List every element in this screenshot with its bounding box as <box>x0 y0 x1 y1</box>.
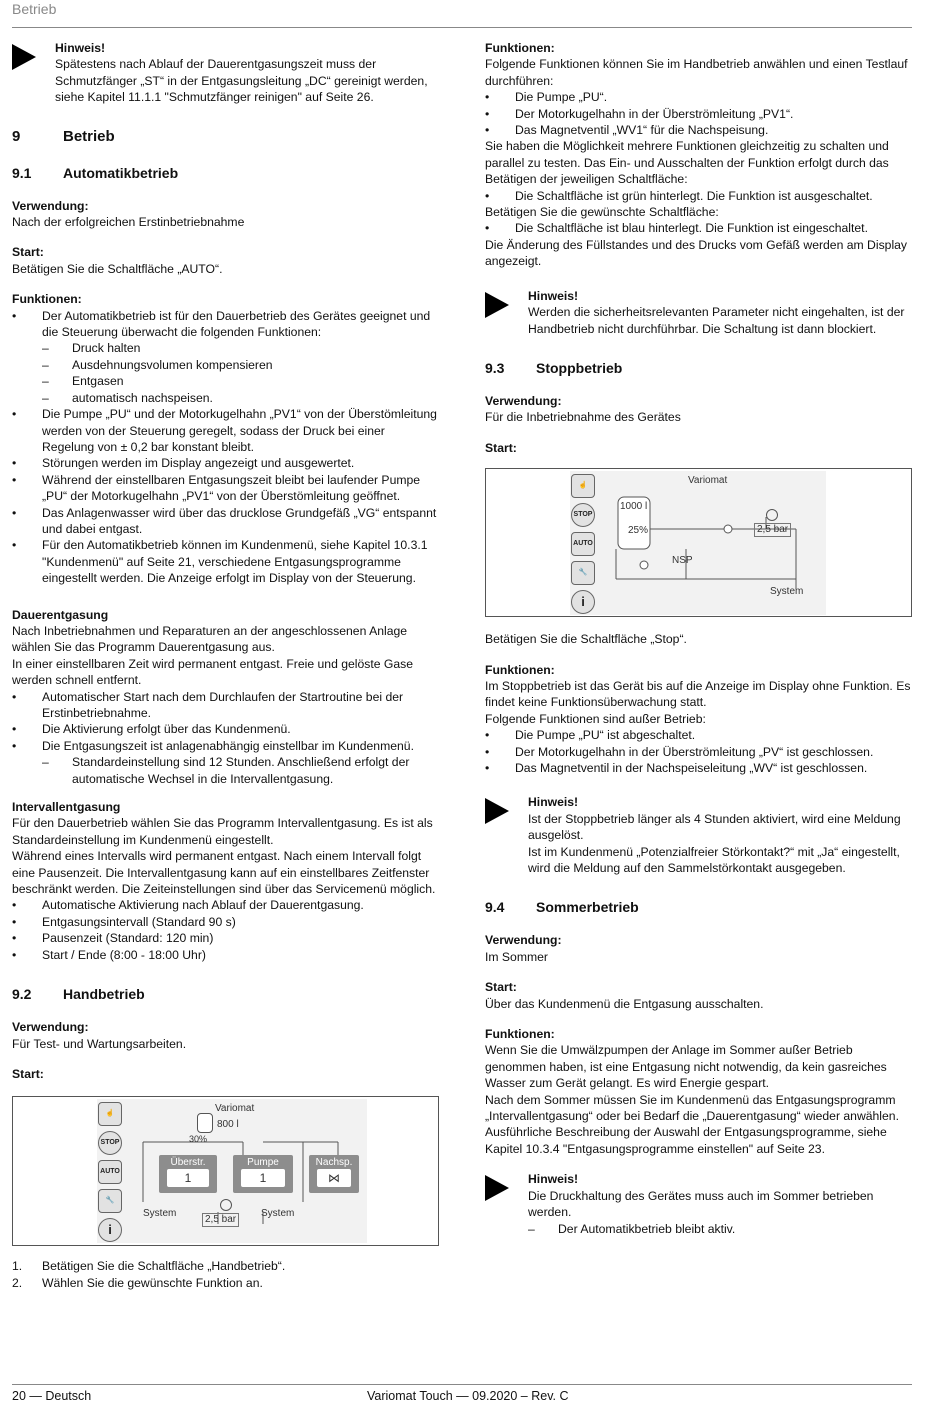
ueberstroem-button[interactable]: Überstr. 1 <box>159 1155 217 1193</box>
list-item: • Die Pumpe „PU“ und der Motorkugelhahn „PV1“ von der Überstömleitung werden von der Steuerung geregelt, sodass der Druck bei einer Regelung von ± 0,2 bar konstant bleibt. <box>12 406 440 455</box>
handbetrieb-steps <box>12 1258 440 1291</box>
figure-handbetrieb <box>12 1096 439 1246</box>
heading-9-3: 9.3 Stoppbetrieb <box>485 359 623 376</box>
display-sidebar <box>571 474 595 619</box>
note-stoppbetrieb <box>485 794 913 876</box>
tank-volume: 1000 l <box>620 501 648 513</box>
intervall-list <box>12 897 440 963</box>
note-dauerentgasung <box>12 40 440 106</box>
arrow-right-icon <box>12 40 55 106</box>
sommer-start-text: Über das Kundenmenü die Entgasung ausschalten. <box>485 996 764 1011</box>
list-item: • Der Motorkugelhahn in der Überströmleitung „PV1“. <box>485 106 913 122</box>
list-item: • Die Entgasungszeit ist anlagenabhängig einstellbar im Kundenmenü. – Standardeinstellung sind 12 Stunden. Anschließend erfolgt der automatische Wechsel in die Intervallentgasung. <box>12 738 440 787</box>
heading-9-2: 9.2 Handbetrieb <box>12 986 145 1003</box>
stop-button[interactable]: STOP <box>571 503 595 527</box>
start-text: Betätigen Sie die Schaltfläche „AUTO“. <box>12 261 223 276</box>
valve-icon: ⋈ <box>317 1169 351 1187</box>
heading-9-4: 9.4 Sommerbetrieb <box>485 899 639 916</box>
list-item: • Das Magnetventil in der Nachspeiseleitung „WV“ ist geschlossen. <box>485 760 913 776</box>
hand-function-list <box>485 89 913 138</box>
tank-icon <box>197 1113 213 1133</box>
note-text: Spätestens nach Ablauf der Dauerentgasungszeit muss der Schmutzfänger „ST“ in der Entgasungsleitung „DC“ gereinigt werden, siehe Kapitel 11.1.1 "Schmutzfänger reinigen" auf Seite 26. <box>55 57 428 105</box>
note-text: Werden die sicherheitsrelevanten Parameter nicht eingehalten, ist der Handbetrieb nicht durchführbar. Die Schaltung ist dann blockiert. <box>528 305 905 336</box>
footer-page: 20 — Deutsch <box>12 1389 92 1401</box>
intervall-p2: Während eines Intervalls wird permanent entgast. Nach einem Intervall folgt eine Pausenzeit. Die Intervallentgasung kann auf ein einstellbares Zeitfenster beschränkt werden. Die Zeiteinstellungen sind über das Servicemenü möglich. <box>12 849 436 897</box>
note-text: Die Druckhaltung des Gerätes muss auch im Sommer betrieben werden. <box>528 1188 874 1220</box>
funktionen-label: Funktionen: <box>485 1027 555 1042</box>
arrow-right-icon <box>485 1171 528 1237</box>
list-item: • Die Pumpe „PU“. <box>485 89 913 105</box>
intervall-p1: Für den Dauerbetrieb wählen Sie das Programm Intervallentgasung. Es ist als Standardeinstellung im Kundenmenü eingestellt. <box>12 816 433 847</box>
system-label: System <box>143 1208 177 1220</box>
intervallentgasung-title: Intervallentgasung <box>12 800 121 815</box>
footer-doc: Variomat Touch — 09.2020 – Rev. C <box>367 1389 569 1401</box>
start-label: Start: <box>12 245 44 260</box>
hand-p3: Betätigen Sie die gewünschte Schaltfläche: <box>485 205 719 220</box>
start-label: Start: <box>485 980 517 995</box>
hand-blue-list <box>485 220 913 236</box>
heading-9-1: 9.1 Automatikbetrieb <box>12 164 179 181</box>
pumpe-button[interactable]: Pumpe 1 <box>233 1155 293 1193</box>
note-title: Hinweis! <box>528 288 579 303</box>
note-title: Hinweis! <box>55 41 106 55</box>
display-title: Variomat <box>215 1103 255 1115</box>
start-label: Start: <box>12 1066 44 1081</box>
hand-p1: Folgende Funktionen können Sie im Handbetrieb anwählen und einen Testlauf durchführen: <box>485 57 908 88</box>
auto-button[interactable]: AUTO <box>98 1160 122 1184</box>
list-item: – Ausdehnungsvolumen kompensieren <box>42 357 440 373</box>
left-column <box>12 40 440 1291</box>
list-item: • Automatischer Start nach dem Durchlaufen der Startroutine bei der Erstinbetriebnahme. <box>12 689 440 722</box>
right-column <box>485 40 913 1247</box>
list-item: • Start / Ende (8:00 - 18:00 Uhr) <box>12 947 440 963</box>
list-item: • Die Aktivierung erfolgt über das Kundenmenü. <box>12 721 440 737</box>
tank-level: 25% <box>628 525 649 537</box>
note-title: Hinweis! <box>528 795 579 810</box>
dauerentgasung-list <box>12 689 440 787</box>
hand-icon[interactable]: ☝ <box>571 474 595 498</box>
list-item: • Für den Automatikbetrieb können im Kundenmenü, siehe Kapitel 10.3.1 "Kundenmenü" auf Seite 21, verschiedene Entgasungsprogramme eingestellt werden. Die Anzeige erfolgt im Display von der Steuerung. <box>12 537 440 586</box>
list-item: • Der Motorkugelhahn in der Überströmleitung „PV“ ist geschlossen. <box>485 744 913 760</box>
dauerentgasung-title: Dauerentgasung <box>12 607 109 622</box>
auto-function-list <box>12 308 440 587</box>
arrow-right-icon <box>485 288 528 337</box>
tank-volume: 800 l <box>217 1119 239 1131</box>
page-header <box>12 0 912 28</box>
list-item: – Der Automatikbetrieb bleibt aktiv. <box>528 1221 913 1237</box>
list-item: • Entgasungsintervall (Standard 90 s) <box>12 914 440 930</box>
system-label: System <box>770 586 804 598</box>
nsp-label: NSP <box>672 555 693 567</box>
note-handbetrieb <box>485 288 913 337</box>
header-title: Betrieb <box>12 1 57 17</box>
wrench-icon[interactable]: 🔧 <box>98 1189 122 1213</box>
sommer-p2: Nach dem Sommer müssen Sie im Kundenmenü das Entgasungsprogramm „Intervallentgasung“ oder bei Bedarf die „Dauerentgasung“ wieder anwählen. <box>485 1092 899 1124</box>
stop-start-text: Betätigen Sie die Schaltfläche „Stop“. <box>485 632 687 647</box>
list-item: • Das Anlagenwasser wird über das drucklose Grundgefäß „VG“ entspannt und dabei entgast. <box>12 505 440 538</box>
heading-9: 9 Betrieb <box>12 127 115 145</box>
tank-level: 30% <box>189 1134 208 1145</box>
hand-verwendung-text: Für Test- und Wartungsarbeiten. <box>12 1036 187 1051</box>
stop-verwendung-text: Für die Inbetriebnahme des Gerätes <box>485 410 681 425</box>
dauerentgasung-p2: In einer einstellbaren Zeit wird permanent entgast. Freie und gelöste Gase werden schnell entfernt. <box>12 656 414 688</box>
figure-stoppbetrieb <box>485 468 912 617</box>
pressure-value: 2,5 bar <box>202 1213 239 1227</box>
hand-icon[interactable]: ☝ <box>98 1102 122 1126</box>
funktionen-label: Funktionen: <box>485 41 555 55</box>
verwendung-text: Nach der erfolgreichen Erstinbetriebnahme <box>12 215 245 230</box>
list-item: • Der Automatikbetrieb ist für den Dauerbetrieb des Gerätes geeignet und die Steuerung überwacht die folgenden Funktionen: – Druck halten – Ausdehnungsvolumen kompensieren – Entgasen – automatisch nachspeisen. <box>12 308 440 406</box>
sommer-verwendung-text: Im Sommer <box>485 949 548 964</box>
list-item: • Die Pumpe „PU“ ist abgeschaltet. <box>485 727 913 743</box>
page-footer <box>12 1384 912 1401</box>
note-sommerbetrieb <box>485 1171 913 1237</box>
auto-button[interactable]: AUTO <box>571 532 595 556</box>
verwendung-label: Verwendung: <box>12 198 89 213</box>
list-item: • Störungen werden im Display angezeigt und ausgewertet. <box>12 455 440 471</box>
hand-p4: Die Änderung des Füllstandes und des Drucks vom Gefäß werden am Display angezeigt. <box>485 237 908 269</box>
hand-p2: Sie haben die Möglichkeit mehrere Funktionen gleichzeitig zu schalten und parallel zu testen. Das Ein- und Ausschalten der Funktion erfolgt durch das Betätigen der jeweiligen Schaltfläche: <box>485 139 889 187</box>
stop-button[interactable]: STOP <box>98 1131 122 1155</box>
verwendung-label: Verwendung: <box>485 933 562 948</box>
stop-p1: Im Stoppbetrieb ist das Gerät bis auf die Anzeige im Display ohne Funktion. Es findet keine Funktionsüberwachung statt. <box>485 678 911 710</box>
pressure-value: 2,5 bar <box>754 523 791 537</box>
note-title: Hinweis! <box>528 1172 579 1187</box>
list-item: – Standardeinstellung sind 12 Stunden. Anschließend erfolgt der automatische Wechsel in die Intervallentgasung. <box>42 754 440 787</box>
system-label: System <box>261 1208 295 1220</box>
note-text: Ist der Stoppbetrieb länger als 4 Stunden aktiviert, wird eine Meldung ausgelöst. <box>528 811 901 843</box>
list-item: • Die Schaltfläche ist blau hinterlegt. Die Funktion ist eingeschaltet. <box>485 220 913 236</box>
list-item: 2. Wählen Sie die gewünschte Funktion an. <box>12 1275 263 1290</box>
note-text: Ist im Kundenmenü „Potenzialfreier Störkontakt?“ mit „Ja“ eingestellt, wird die Meldung auf den Sammelstörkontakt ausgegeben. <box>528 844 900 875</box>
display-sidebar <box>98 1102 122 1247</box>
info-icon[interactable]: i <box>571 590 595 614</box>
start-label: Start: <box>485 440 517 455</box>
verwendung-label: Verwendung: <box>12 1020 89 1035</box>
funktionen-label: Funktionen: <box>485 662 555 677</box>
verwendung-label: Verwendung: <box>485 393 562 408</box>
dauerentgasung-p1: Nach Inbetriebnahmen und Reparaturen an der angeschlossenen Anlage wählen Sie das Programm Dauerentgasung aus. <box>12 623 408 655</box>
list-item: • Pausenzeit (Standard: 120 min) <box>12 930 440 946</box>
list-item: • Die Schaltfläche ist grün hinterlegt. Die Funktion ist ausgeschaltet. <box>485 188 913 204</box>
stop-function-list <box>485 727 913 776</box>
list-item: • Automatische Aktivierung nach Ablauf der Dauerentgasung. <box>12 897 440 913</box>
list-item: – Entgasen <box>42 373 440 389</box>
stop-p2: Folgende Funktionen sind außer Betrieb: <box>485 711 706 726</box>
list-item: – automatisch nachspeisen. <box>42 390 440 406</box>
info-icon[interactable]: i <box>98 1218 122 1242</box>
wrench-icon[interactable]: 🔧 <box>571 561 595 585</box>
display-title: Variomat <box>688 475 728 487</box>
list-item: • Das Magnetventil „WV1“ für die Nachspeisung. <box>485 122 913 138</box>
hand-green-list <box>485 188 913 204</box>
sommer-p1: Wenn Sie die Umwälzpumpen der Anlage im Sommer außer Betrieb genommen haben, ist eine Entgasung nicht notwendig, da kein gasreiches Wasser zum Gerät gelangt. Es wird Energie gespart. <box>485 1043 887 1091</box>
nachspeisung-button[interactable]: Nachsp. ⋈ <box>309 1155 359 1193</box>
funktionen-label: Funktionen: <box>12 292 82 307</box>
list-item: – Druck halten <box>42 340 440 356</box>
arrow-right-icon <box>485 794 528 876</box>
list-item: • Während der einstellbaren Entgasungszeit bleibt bei laufender Pumpe „PU“ der Motorkugelhahn „PV1“ von der Überstömleitung geöffnet. <box>12 472 440 505</box>
list-item: 1. Betätigen Sie die Schaltfläche „Handbetrieb“. <box>12 1259 286 1274</box>
sommer-p3: Ausführliche Beschreibung der Auswahl der Entgasungsprogramme, siehe Kapitel 10.3.4 "Entgasungsprogramme einstellen" auf Seite 23. <box>485 1125 887 1156</box>
